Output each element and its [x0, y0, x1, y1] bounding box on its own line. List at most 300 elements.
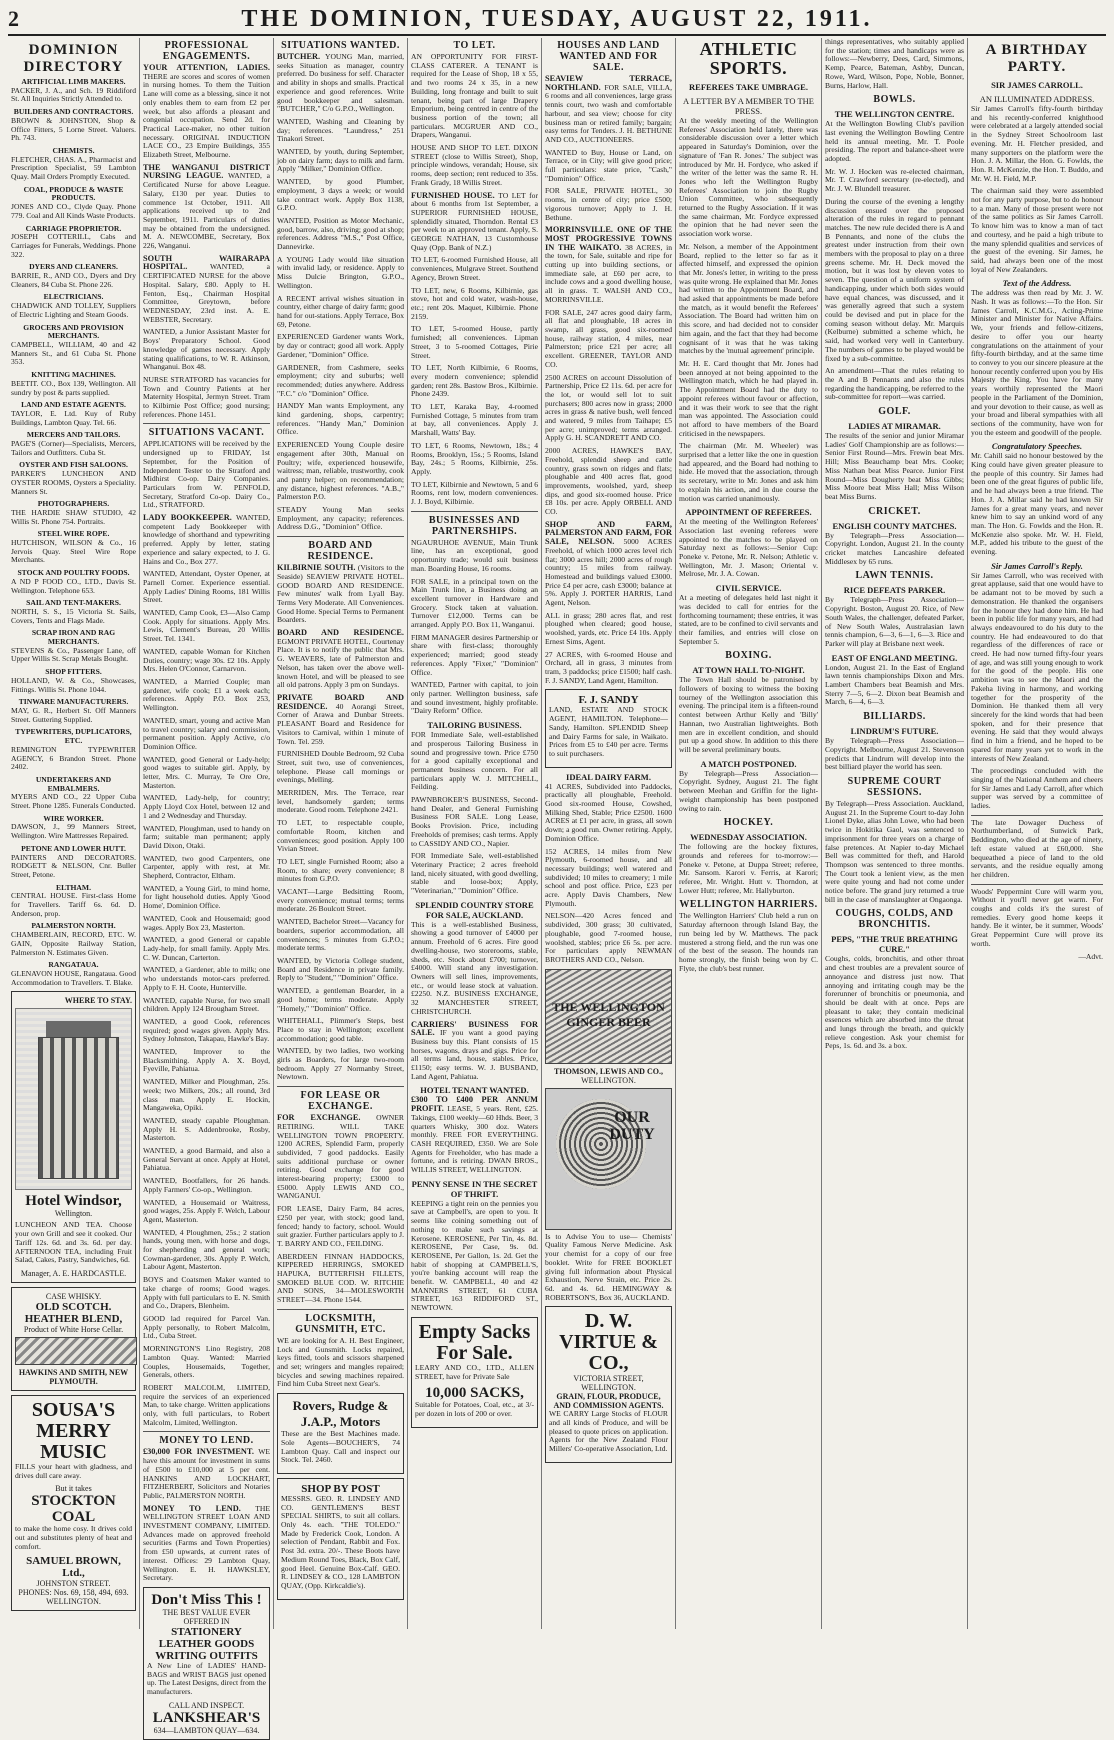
item-text: ROBERT MALCOLM, LIMITED, require the services of an experienced Man, to take charge. Written applications only, with full particulars, to Robert Malcolm, Limited, Wellington.	[143, 1382, 270, 1427]
item-caption: SHOP AND FARM, PALMERSTON AND FARM, FOR SALE, NELSON.	[545, 519, 672, 547]
classified-item	[411, 144, 538, 188]
item-text: REMINGTON TYPEWRITER AGENCY, 6 Brandon Street. Phone 2402.	[11, 744, 136, 772]
tennis-heading: LAWN TENNIS.	[855, 570, 934, 582]
dairy-text: 41 ACRES, Subdivided into Paddocks, practically all ploughable, Freehold. Good six-roomed House, Cowshed, Milking Shed, Stable; Price £2500. 1600 ACRES at £1 per acre, in grass, all sown down; a good run. Owner retiring. Apply, Dominion Office.	[545, 781, 672, 843]
tailoring-heading: TAILORING BUSINESS.	[427, 720, 522, 731]
classified-item	[411, 442, 538, 477]
classified-item	[277, 987, 404, 1013]
harriers-heading: WELLINGTON HARRIERS.	[679, 899, 818, 911]
classified-item	[411, 681, 538, 716]
item-text: WANTED, good General or Lady-help; good wages to suitable girl. Apply, by letter, Mrs. C. Murray, Te Ore Ore, Masterton.	[143, 754, 270, 790]
item-caption: MERCERS AND TAILORS.	[26, 430, 121, 440]
birthday-p6: The proceedings concluded with the singing of the National Anthem and cheers for Sir James and Lady Carroll, after which supper was served by a committee of ladies.	[971, 766, 1104, 811]
classified-item	[545, 912, 672, 964]
speeches-heading: Congratulatory Speeches.	[991, 441, 1083, 452]
lankshear-ad	[143, 1587, 270, 1740]
column-8	[967, 38, 1106, 1629]
item-text: WANTED, a Young Girl, to mind home, for light household duties. Apply 'Good Home', Dominion Office.	[143, 883, 270, 911]
item-text: WANTED, Lady-help, for country; Apply Lloyd Cox Hotel, between 12 and 1 and 2 Wednesday and Thursday.	[143, 793, 270, 820]
music-but: But it takes	[55, 1484, 92, 1494]
item-text: WANTED, a good Cook, references required; good wages given. Apply Mrs. Sydney Johnston, Takapau, Hawke's Bay.	[143, 1016, 270, 1044]
item-text: WANTED, Cook and Housemaid; good wages. Apply Box 23, Masterton.	[143, 913, 270, 932]
classified-item	[545, 848, 672, 909]
classified-item	[143, 514, 270, 566]
classified-item	[277, 441, 404, 502]
item-text: WANTED, a good General or capable Lady-help, for small family. Apply Mrs. C. W. Duncan, Carterton.	[143, 935, 270, 962]
letter-sub: A LETTER BY A MEMBER TO THE PRESS.	[683, 96, 814, 116]
page-number: 2	[8, 6, 19, 31]
item-text: A RECENT arrival wishes situation in country, either charge of dairy farm; good hand for out-stations. Apply Terrace, Box 69, Petone.	[277, 293, 404, 329]
item-caption: £300 TO £400 PER ANNUM PROFIT.	[411, 1095, 538, 1114]
item-text: FOR SALE, PRIVATE HOTEL, 30 rooms, in centre of city; price £500; vigorous turnover; Apply to J. H. Bethune.	[545, 186, 672, 222]
store-list	[411, 921, 538, 1082]
to-let-list	[411, 53, 538, 507]
classified-item	[11, 371, 136, 397]
tailoring-list	[411, 731, 538, 896]
classified-item	[143, 1505, 270, 1583]
hotel-tag: WHERE TO STAY.	[64, 996, 132, 1006]
item-text: WANTED, Ploughman, used to handy on farm; suitable man permanent; apply David Dixon, Otaki.	[143, 823, 270, 850]
bowls-p2: Mr. W. J. Hocken was re-elected chairman, Mr. T. Crawford secretary (re-elected), and Mr. J. W. Blundell treasurer.	[825, 166, 964, 194]
classified-item	[11, 961, 136, 987]
boxing-heading: BOXING.	[725, 650, 772, 662]
classified-item	[143, 609, 270, 644]
post-text: MESSRS. GEO. R. LINDSEY AND CO. GENTLEMEN'S BEST SPECIAL SHIRTS, to suit all collars. Only 4s. each. "THE TOLEDO." Made by Frederick Cook, London. A selection of Pendant, Rabbit and Fox. Post 3d. extra. 20/-. These Boots have Medium Round Toes, Black, Box Calf, good Heel. Genuine Box-Calf. GEO. R. LINDSEY & CO., 128 LAMBTON QUAY, (Opp. Kirkcaldie's).	[281, 1493, 400, 1590]
postponed-heading: A MATCH POSTPONED.	[700, 758, 797, 769]
to-let-heading: TO LET.	[453, 40, 496, 51]
duty-text: Is to Advise You to use— Chemists' Quality Famous Nerve Medicine. Ask your chemist for a copy of our free booklet. Write for FREE BOOKLET giving full information about Physical Exhaustion, Nerve Strain, etc. Price 2s. 6d. and 4s. 6d. HEMINGWAY & ROBERTSON'S, Box 36, AUCKLAND.	[545, 1231, 672, 1302]
item-caption: SEAVIEW TERRACE, NORTHLAND.	[545, 74, 672, 92]
item-caption: UNDERTAKERS AND EMBALMERS.	[35, 774, 112, 793]
bowls-p3: During the course of the evening a lengthy discussion ensued over the proposed alteration of the rules in regard to pennant matches. The new rule decided there is A and B Pennants, and none of the clubs the greatest under instruction from their own members with the proposal to play on a three greens scheme. Mr. H. Deck moved the motion, but it was lost by eleven votes to seven. The question of a uniform system of handicapping, under which both sides would have equal chances, was discussed, and it was generally agreed that such a system could be devised and put in place for the coming season without delay. Mr. Marquis (Kelburne) submitted a scheme which, he said, had worked very well in Canterbury. The numbers of games to be played would be fixed by a sub-committee.	[825, 196, 964, 363]
classified-item	[411, 364, 538, 399]
classified-item	[11, 431, 136, 457]
item-caption: RANGATAUA.	[48, 960, 99, 970]
item-text: WANTED, Partner with capital, to join only partner. Wellington business, safe and sound investment, highly profitable. "Dairy Reform" Office.	[411, 680, 538, 716]
item-text: WANTED, by good Plumber, employment, 3 days a week; or would take contract work. Apply Box 1138, G.P.O.	[277, 177, 404, 213]
item-caption: KILBIRNIE SOUTH.	[277, 563, 356, 573]
item-text: THERE are scores and scores of women in nursing homes. To them the Tuition Lane will come as a blessing, since it not only enables them to earn from £2 per week, but also affords a pleasant and congenial occupation. Send 2d. for Practical Lace-maker, no other tuition necessary. ORIGINAL INDUCTION LACE CO., 23 Empire Buildings, 355 Elizabeth Street, Melbourne.	[143, 71, 270, 160]
houses-list	[545, 75, 672, 685]
address-sub: AN ILLUMINATED ADDRESS.	[979, 94, 1095, 104]
stockton-coal-ad	[11, 1395, 136, 1612]
classified-item	[143, 255, 270, 325]
situations-vacant-list	[143, 440, 270, 1427]
item-text: CHAMBERLAIN, RECORD, ETC. W. GAIN, Opposite Railway Station, Palmerston N. Estimates Given.	[11, 930, 136, 957]
item-caption: SHOP FITTERS.	[45, 667, 102, 677]
miss-t1: THE BEST VALUE EVER OFFERED IN	[162, 1607, 251, 1626]
column-3	[273, 38, 407, 1629]
classified-item	[11, 569, 136, 595]
businesses-list	[411, 539, 538, 716]
item-text: WANTED, a Gardener, able to milk; one who understands motor-cars preferred. Apply to F. H. Coote, Hunterville.	[143, 965, 270, 992]
item-text: WANTED, capable Woman for Kitchen Duties, country; wage 30s. £2 10s. Apply Mrs. Helen O'Connor, Carnarvon.	[143, 646, 270, 674]
item-text: FOR Immediate Sale, well-established Veterinary Practice; 2 acres freehold land, nicely situated, with good dwelling, stable and loose-box; Apply, "Veterinarian," "Dominion" Office.	[411, 851, 538, 896]
column-1	[8, 38, 139, 1629]
item-caption: £30,000 FOR INVESTMENT.	[143, 1447, 254, 1457]
virtue-t3: WE CARRY Large Stocks of FLOUR and all kinds of Produce, and will be pleased to quote prices on application. Agents for the New Zealand Flour Millers' Co-operative Association, Ltd.	[549, 1409, 668, 1454]
bowls-heading: BOWLS.	[873, 94, 916, 106]
classified-item	[411, 1096, 538, 1174]
sacks-text: LEARY AND CO., LTD., ALLEN STREET, have for Private Sale	[415, 1362, 534, 1381]
post-heading: SHOP BY POST	[301, 1482, 380, 1495]
classified-item	[143, 997, 270, 1014]
classified-item	[143, 855, 270, 881]
item-text: EGMONT PRIVATE HOTEL, Courtenay Place. It is to notify the public that Mrs. G. WEAVERS, late of Palmerston and Nelson, has taken over the above well-known Hotel, and will be pleased to see all old patrons. Apply 3 pm on Sundays.	[277, 636, 404, 690]
classified-item	[143, 1048, 270, 1074]
classified-item	[143, 1345, 270, 1380]
bowls-sub: THE WELLINGTON CENTRE.	[834, 109, 955, 120]
cricket-heading: CRICKET.	[868, 505, 921, 517]
classified-item	[143, 825, 270, 851]
tennis-sub2: EAST OF ENGLAND MEETING.	[831, 652, 958, 663]
item-text: WE have this amount for investment in sums of £500 to £10,000 at 5 per cent. HANKINS AND LOCKHART, FITZHERBERT, Solicitors and Notaries Public, PALMERSTON NORTH.	[143, 1447, 270, 1500]
motors-heading: Rovers, Rudge & J.A.P., Motors	[292, 1398, 389, 1430]
classified-item	[277, 819, 404, 854]
classified-item	[277, 217, 404, 252]
item-text: 2500 ACRES on account Dissolution of Partnership, Price £2 11s. 6d. per acre for the lot, or would sell lot to suit purchasers; 800 acres now in grass; 2000 acres in grass & native bush, well fenced and watered, 9 miles from Taihape; £5 per acre; unimproved; terms arranged. Apply G. H. SCANDRETT AND CO.	[545, 372, 672, 443]
item-caption: FURNISHED HOUSE.	[411, 190, 495, 200]
classified-item	[143, 1448, 270, 1500]
classified-item	[545, 612, 672, 647]
lease-list	[277, 1114, 404, 1305]
store-heading: SPLENDID COUNTRY STORE FOR SALE, AUCKLAND.	[415, 899, 534, 920]
item-text: WANTED, two good Carpenters, one Carpenter, apply with rest, at Mr. Shepherd, Contractor, Eltham.	[143, 853, 270, 881]
item-text: APPLICATIONS will be received by the undersigned up to FRIDAY, 1st September, for the Position of Independent Tester to the Stratford and Midhirst Co-op. Dairy Companies. Particulars from W. PENFOLD, Secretary, Stratford Co-op. Dairy Co., Ltd., STRATFORD.	[143, 439, 270, 510]
item-text: PAGE'S (Corner)—Specialists, Mercers, Tailors and Outfitters. Cuba St.	[11, 439, 136, 457]
classified-item	[277, 364, 404, 399]
item-text: PAINTERS AND DECORATORS. RODGETT & NELSON, Cnr. Buller Street, Petone.	[11, 852, 136, 879]
item-text: A ND P FOOD CO., LTD., Davis St. Wellington. Telephone 653.	[11, 576, 136, 595]
item-text: FOR LEASE, Dairy Farm, 84 acres, £250 per year, with stock; good land, fenced; handy to factory, school. Would suit grazier. Further particulars apply to J. T. BARRY AND CO., FEILDING.	[277, 1204, 404, 1248]
classified-item	[545, 309, 672, 370]
sacks-number: 10,000 SACKS,	[425, 1385, 524, 1402]
classified-item	[143, 376, 270, 420]
item-caption: CARRIERS' BUSINESS FOR SALE.	[411, 1019, 538, 1038]
court-text: By Telegraph—Press Association. Auckland, August 21. In the Supreme Court to-day John Lionel Dyke, alias John Lowe, who had been twice in Hokitika Gaol, was sentenced to imprisonment for three years on a charge of false pretences. At Napier to-day Michael Bell was committed for theft, and Harold Thompson was sentenced to three months. The Court took a lenient view, as the men were quite young and had not come under notice before. The grand jury returned a true bill in the case of manslaughter at Ongaonga.	[825, 799, 964, 904]
item-text: FIRM MANAGER desires Partnership or share with first-class; thoroughly experienced; married; good steady references. Apply "Fixer," "Dominion" Office.	[411, 632, 538, 677]
item-text: WHITEHALL, Plimmer's Steps, best Place to stay in Wellington; excellent accommodation; good table.	[277, 1016, 404, 1043]
hotel-town: Wellington.	[54, 1209, 93, 1219]
classified-item	[11, 530, 136, 565]
classified-item	[143, 794, 270, 820]
money-list	[143, 1448, 270, 1583]
classified-item	[411, 1200, 538, 1313]
classified-item	[11, 147, 136, 182]
classified-item	[11, 728, 136, 772]
item-text: TO LET, Kilbirnie and Newtown, 5 and 6 Rooms, rent low, modern conveniences. J. J. Boyd, Kilbirnie.	[411, 479, 538, 507]
sandy-text: LAND, ESTATE AND STOCK AGENT, HAMILTON. Telephone—Sandy, Hamilton. SPLENDID Sheep and Dairy Farms for sale, in Waikato. Prices from £5 to £40 per acre. Terms to suit purchasers.	[549, 705, 668, 758]
athletic-p3: Mr. H. E. Card thought that Mr. Jones had been annoyed at not being appointed to the Wellington match, which he had played in. The Appointment Board had the duty to appoint referees without favour or affection, and it was their work to see that the right man was appointed. The Association could not afford to have members of the Board criticised in the newspapers.	[679, 358, 818, 438]
column-7	[821, 38, 967, 1629]
cricket-sub: ENGLISH COUNTY MATCHES.	[832, 520, 957, 531]
classified-item	[143, 164, 270, 251]
miss-addr: 634—LAMBTON QUAY—634.	[153, 1725, 260, 1735]
birthday-p3: The address was then read by Mr. J. W. Nash. It was as follows:—To the Hon. Sir James Carroll, K.C.M.G., Acting-Prime Minister and Minister for Native Affairs. We, your friends and fellow-citizens, desire to offer you our hearty congratulations on the attainment of your fifty-fourth birthday, and at the same time to convey to you our sincere pleasure at the honour recently conferred upon you by His Majesty the King. You have for many years worthily represented the Maori people in the Parliament of the Dominion, and your devotion to their cause, as well as your broad and liberal sympathies with all sections of the community, have won for you the esteem and goodwill of the people.	[971, 288, 1104, 437]
carroll-sub: SIR JAMES CARROLL.	[991, 80, 1083, 90]
item-text: AN OPPORTUNITY FOR FIRST-CLASS CATERER. A TENANT is required for the Lease of Shop, 18 x 55, and two rooms 24 x 35, in a new Building, long frontage and built to suit tenant, being part of large Drapery Emporium, being centred in centre of the business portion of the town; all particulars. MCGRUER AND CO., Drapers, Wanganui.	[411, 52, 538, 140]
classified-item	[545, 226, 672, 304]
boxing-text: The Town Hall should be patronised by followers of boxing to witness the boxing tourney of the Wellington association this evening. The principal item is a fifteen-round contest between Arthur Kelly and 'Billy' Hannan, two Australian lightweights. Both men are in excellent condition, and should put up a good show. In addition to this there will be several preliminary bouts.	[679, 675, 818, 754]
item-text: ALL in grass; 280 acres flat, and rest ploughed when cleared; good house, woolshed, yards, etc. Price £4 10s. Apply Ernest Sims, Agent.	[545, 610, 672, 646]
tennis-text2: London, August 21. In the East of England lawn tennis championships Dixon and Mrs. Lambert Chambers beat Beamish and Mrs. Sterry 7—5, 6—2. Dixon beat Beamish and March, 6—4, 6—3.	[825, 662, 964, 707]
item-text: WANTED, a good Barmaid, and also a General Servant at once. Apply at Hotel, Pahiatua.	[143, 1146, 270, 1173]
classified-item	[411, 325, 538, 360]
item-text: YOUNG Man, married, seeks Situation as manager, country preferred. Do business for self. Character and ability in shops and smalls. Practical experience and good references. Write good bookkeeper and salesman. "BUTCHER," C/o G.P.O., Wellington.	[277, 52, 404, 114]
classified-item	[143, 1147, 270, 1173]
tennis-sub: RICE DEFEATS PARKER.	[843, 585, 946, 596]
classified-item	[411, 287, 538, 322]
classified-item	[411, 731, 538, 792]
classified-item	[277, 295, 404, 330]
item-caption: CARRIAGE PROPRIETOR.	[25, 223, 122, 233]
classified-item	[277, 564, 404, 625]
classified-item	[143, 328, 270, 372]
item-text: KEEPING a tight rein on the pennies you save at Campbell's, are open to you. It seems like coining something out of nothing to make such savings at Kerosene. KEROSENE, Per Tin, 4s. 8d. KEROSENE, Per Case, 9s. 0d. KEROSENE, Per Gallon, 1s. 2d. Get the habit of shopping at CAMPBELL'S, you're banking account will reap the benefit. W. CAMPBELL, 40 and 42 MANNERS STREET, 61 CUBA STREET, 163 RIDDIFORD ST., NEWTOWN.	[411, 1198, 538, 1313]
classified-item	[411, 256, 538, 282]
item-text: BOYS and Coatsmen Maker wanted to take charge of rooms; Good wages. Apply with full particulars to E. N. Smith and Co., Drapers, Blenheim.	[143, 1275, 270, 1311]
item-text: TO LET, Karaka Bay, 4-roomed Furnished Cottage, 5 minutes from tram at bay, all conveniences. Apply J. Marshall, Watts' Bay.	[411, 402, 538, 438]
classified-item	[143, 885, 270, 911]
item-text: TO LET, 6-roomed Furnished House, all conveniences, Mulgrave Street. Southend Agency, Brown Street.	[411, 255, 538, 282]
item-text: BARRIE, R., AND CO., Dyers and Dry Cleaners, 84 Cuba St. Phone 226.	[11, 271, 136, 289]
column-2	[139, 38, 273, 1735]
item-text: MAY, G. R., Herbert St. Off Manners Street. Guttering Supplied.	[11, 706, 136, 724]
hotel-tenant-heading: HOTEL TENANT WANTED.	[420, 1085, 529, 1096]
directory-heading: DOMINION DIRECTORY	[23, 42, 124, 75]
birthday-p1: Sir James Carroll's fifty-fourth birthday and his recently-conferred knighthood were celebrated at a largely attended social in the Sydney Street Schoolroom last evening. Mr. H. Fletcher presided, and many supporters on the platform were the Hon. J. A. Millar, the Hon. G. Fowlds, the Hon. R. McKenzie, the Hon. T. Buddo, and Mr. W. H. Field, M.P.	[971, 104, 1103, 183]
directory-list	[11, 78, 136, 987]
item-text: 27 ACRES, with 6-roomed House and Orchard, all in grass, 3 minutes from tram, 3 paddocks; price £1500; half cash. F. J. SANDY, Land Agent, Hamilton.	[545, 649, 672, 685]
appointment-heading: APPOINTMENT OF REFEREES.	[685, 507, 812, 518]
item-caption: PRIVATE BOARD AND RESIDENCE.	[277, 693, 404, 711]
item-text: NGAURUHOE AVENUE, Main Trunk line, has an exceptional, good opportunity trade; would suit business man. Boarding House, 16 rooms.	[411, 537, 538, 573]
hotel-details: LUNCHEON AND TEA. Choose your own Grill and see it cooked. Our Tariff 12s. 6d. and 3s. 6d. per day. AFTERNOON TEA, including Fruit Salad, Cakes, Pastry, Sandwiches, 6d.	[15, 1220, 132, 1265]
classified-item	[11, 776, 136, 811]
thrift-heading: PENNY SENSE IN THE SECRET OF THRIFT.	[411, 1178, 538, 1199]
classified-item	[545, 447, 672, 517]
classified-item	[545, 651, 672, 686]
item-text: WANTED, a Certificated Nurse for above League. Salary, £130 per year. Duties to commence 1st October, 1911. All applications received up to 2nd September, 1911. Particulars of duties may be obtained from the undersigned. M. A. NEWCOMBE, Secretary, Box 226, Wanganui.	[143, 171, 271, 251]
whisky-ad	[11, 1287, 136, 1391]
sacks-heading: Empty Sacks For Sale.	[418, 1320, 531, 1364]
item-text: 152 ACRES, 14 miles from New Plymouth, 6-roomed house, and all necessary buildings; well watered and subdivided; 10 miles to creamery; 1 mile school and post office. Price, £23 per acre. Apply Davis Chambers, New Plymouth.	[545, 846, 672, 908]
classified-item	[277, 1017, 404, 1043]
classified-item	[11, 698, 136, 724]
civil-heading: CIVIL SERVICE.	[715, 583, 782, 594]
coughs-text: Coughs, colds, bronchitis, and other throat and chest troubles are a prevalent source of annoyance and distress just now. That annoying and irritating cough may be the forerunner of bronchitis or pneumonia, and should be dealt with at once. Peps are pleasant to take; they contain medicinal essences which are absorbed into the throat and lungs through the breath, and quickly relieve congestion. Ask your chemist for Peps, 1s. 6d. and 3s. a box.	[825, 954, 964, 1051]
businesses-heading: BUSINESSES AND PARTNERSHIPS.	[428, 514, 521, 537]
classified-item	[277, 53, 404, 114]
item-caption: CHEMISTS.	[52, 145, 95, 155]
motors-ad	[277, 1393, 404, 1474]
item-text: HOUSE AND SHOP TO LET. DIXON STREET (close to Willis Street), Shop, principle windows, verandah; House, six rooms, deep section; rent reduced to 35s. Frank Grady, 18 Willis Street.	[411, 143, 538, 187]
item-text: WANTED, by youth, during September, job on dairy farm; days to milk and farm. Apply "Milker," Dominion Office.	[277, 147, 404, 174]
motors-text: These are the Best Machines made. Sole Agents—BOUCHER'S, 74 Lambton Quay. Call and inspect our Stock. Tel. 2460.	[281, 1429, 400, 1465]
classified-item	[143, 1384, 270, 1428]
classified-item	[11, 500, 136, 526]
classified-item	[11, 461, 136, 496]
column-5	[541, 38, 675, 1629]
item-text: WANTED, a gentleman Boarder, in a good home; terms moderate. Apply "Homely," "Dominion" Office.	[277, 986, 404, 1013]
item-text: TO LET, single Furnished Room; also a Room, to share; every convenience; 8 minutes from G.P.O.	[277, 856, 404, 884]
sandy-heading: F. J. SANDY	[578, 694, 639, 707]
classified-item	[143, 1229, 270, 1273]
birthday-p2: The chairman said they were assembled not for any party purpose, but to do honour to a man. Many of those present were not of the same politics as Sir James Carroll. To know him was to know a man of tact and courtesy, and he paid a high tribute to the many splendid qualities and services of the guest of the evening. Sir James, he said, had always been one of the most loyal of New Zealanders.	[971, 186, 1103, 274]
item-caption: YOUR ATTENTION, LADIES.	[143, 63, 270, 72]
classified-item	[11, 186, 136, 221]
item-caption: PHOTOGRAPHERS.	[37, 499, 110, 509]
classified-item	[11, 668, 136, 694]
masthead	[8, 4, 1106, 36]
item-text: HUTCHISON, WILSON & Co., 16 Jervois Quay. Steel Wire Rope Merchants.	[11, 538, 136, 565]
item-text: PARKER'S LUNCHEON AND OYSTER ROOMS, Oysters a Speciality. Manners St.	[11, 469, 136, 496]
item-text: WANTED, Bachelor Street—Vacancy for boarders, superior accommodation, all conveniences; 5 minutes from G.P.O.; moderate terms.	[277, 917, 404, 953]
item-caption: KNITTING MACHINES.	[31, 370, 116, 380]
item-caption: PALMERSTON NORTH.	[31, 921, 116, 931]
classified-item	[545, 149, 672, 184]
coal-text: to make the home cosy. It drives cold out and substitutes plenty of heat and comfort.	[15, 1524, 132, 1551]
billiards-sub: LINDRUM'S FUTURE.	[850, 726, 939, 737]
item-text: WANTED, Washing and Cleaning by day; references. "Laundress," 251 Tinakori Street.	[277, 116, 404, 144]
item-text: MERRIDEN, Mrs. The Terrace, rear level, handsomely garden; terms moderate. Good room. Telephone 2421.	[277, 788, 404, 815]
item-caption: FOR EXCHANGE.	[277, 1113, 361, 1123]
item-text: GARDENER, from Cashmere, seeks employment; city and suburbs; well recommended; duties anywhere. Address "F.C." c/o "Dominion" Office.	[277, 362, 404, 398]
ginger-firm: THOMSON, LEWIS AND CO.,	[554, 1066, 663, 1076]
miss-heading: Don't Miss This !	[151, 1591, 262, 1608]
item-caption: SAIL AND TENT-MAKERS.	[26, 598, 121, 608]
birthday-p8: Woods' Peppermint Cure will warm you, Without it you'll never get warm. For coughs and colds it's the surest of remedies. Every good home keeps it handy. Be it winter, be it summer, Woods' Great Peppermint Cure will prove its worth.	[971, 886, 1103, 948]
birthday-heading: A BIRTHDAY PARTY.	[985, 42, 1089, 75]
classified-item	[411, 192, 538, 253]
advt-mark: —Advt.	[1078, 951, 1103, 961]
item-text: NURSE STRATFORD has vacancies for Town and Country Patients at her Maternity Hospital, Jermyn Street. Tram to Kilbirnie Post Office; good nursing; references. Phone 1451.	[143, 374, 270, 419]
classified-item	[411, 921, 538, 1017]
item-caption: SCRAP IRON AND RAG MERCHANTS.	[31, 628, 116, 647]
hotel-building-image	[15, 1008, 132, 1190]
item-text: 2000 ACRES, HAWKE'S BAY, Freehold, splendid sheep and cattle country, grass sown on ridges and flats; ploughable and 400 acres flat, good improvements, woolshed, yard, sheep dips, and good six-roomed house. Price £8 10s. per acre. Apply ORBELL AND CO.	[545, 446, 672, 517]
item-text: This is a well-established Business, showing a good turnover of £4000 per annum. Freehold of 6 acres. Fire good dwelling-house, two storerooms, stable, sheds, etc. Stock about £700; turnover, £4000. Will stand any investigation. Owners will sell lines, improvements, etc., or would lease stock at valuation. £2250. N.Z. BUSINESS EXCHANGE, 32 MANCHESTER STREET, CHRISTCHURCH.	[411, 919, 538, 1016]
classified-item	[143, 1315, 270, 1341]
item-caption: MONEY TO LEND.	[143, 1503, 241, 1513]
item-text: THE WELLINGTON STREET LOAN AND INVESTMENT COMPANY, LIMITED. Advances made on approved freehold securities (Farms and Town Properties) from £50 upwards, at current rates of interest. Offices: 29 Lambton Quay, Wellington. E. H. HAWKSLEY, Secretary.	[143, 1503, 270, 1583]
classified-item	[143, 756, 270, 791]
appointment-text: At the meeting of the Wellington Referees' Association last evening referees were appointed to the matches to be played on Saturday next as follows:—Senior Cup: Poneke v. Petone, Mr. R. Nelson; Athletic v. Wellington, Mr. J. Mason; Oriental v. Melrose, Mr. J. A. Cowan.	[679, 517, 818, 579]
classified-item	[277, 1047, 404, 1082]
classified-item	[143, 936, 270, 962]
item-text: FOR SALE, 247 acres good dairy farm, all flat and ploughable, 18 acres in swamp, all grass, good six-roomed house, railway station, 4 miles, near Palmerston; price £21 per acre; all excellent. GREENER, TAYLOR AND CO.	[545, 307, 672, 369]
classified-item	[411, 481, 538, 507]
classified-item	[11, 884, 136, 919]
ginger-beer-ad-image	[545, 969, 672, 1064]
hotel-name: Hotel Windsor,	[25, 1193, 122, 1210]
classified-item	[277, 118, 404, 144]
item-text: BEETIT. CO., Box 139, Wellington. All sundry by post & parts supplied.	[11, 378, 136, 397]
item-text: MYERS AND CO., 22 Upper Cuba Street. Phone 1285. Funerals Conducted.	[11, 792, 136, 811]
classified-item	[411, 1021, 538, 1082]
item-text: WANTED, Camp Cook, £3—Also Camp Cook. Apply for situations. Apply Mrs. Lewis, Clement's Bureau, 20 Willis Street. Tel. 1341.	[143, 608, 270, 644]
whisky-bottle-image	[15, 1337, 137, 1365]
classified-item	[411, 53, 538, 140]
whisky-l5: HAWKINS AND SMITH, NEW PLYMOUTH.	[18, 1367, 129, 1386]
harriers-text: The Wellington Harriers' Club held a run on Saturday afternoon through Island Bay, the run being led by W. Matthews. The pack mustered a strong field, and the run was one of the best of the season. The hounds ran home strongly, the finish being won by C. Flyte, the club's best runner.	[679, 911, 818, 973]
thrift-list	[411, 1200, 538, 1313]
item-text: ABERDEEN FINNAN HADDOCKS, KIPPERED HERRINGS, SMOKED HAPUKA, BUTTERFISH FILLETS, SMOKED BLUE COD. W. RITCHIE AND SONS, 34—MOLESWORTH STREET—34. Phone 1544.	[277, 1251, 404, 1305]
coal-addr: JOHNSTON STREET.	[36, 1579, 111, 1589]
item-text: TO LET, 5-roomed House, partly furnished; all conveniences. Lipman Street, 3 to 5-roomed Cottages, Pirie Street.	[411, 324, 538, 360]
athletic-p4: The chairman (Mr. M. Wheeler) was surprised that a letter like the one in question had appeared, and the Board had nothing to hide. He moved that the association, through its secretary, write to Mr. Jones and ask him to explain his action, and in due course the motion was carried unanimously.	[679, 441, 818, 503]
music-text: FILLS your heart with gladness, and drives dull care away.	[15, 1461, 132, 1480]
our-duty-ad-image	[545, 1088, 672, 1230]
item-text: WANTED, a Housemaid or Waitress, good wages, 25s. Apply F. Welch, Labour Agent, Masterton.	[143, 1197, 270, 1224]
golf-sub: LADIES AT MIRAMAR.	[848, 421, 941, 432]
classified-item	[143, 440, 270, 510]
classified-item	[545, 374, 672, 444]
sacks-text2: Suitable for Potatoes, Coal, etc., at 3/- per dozen in lots of 200 or over.	[415, 1400, 534, 1418]
classified-item	[277, 694, 404, 746]
lock-heading: LOCKSMITH, GUNSMITH, ETC.	[295, 1312, 386, 1335]
golf-heading: GOLF.	[878, 406, 911, 418]
item-text: WANTED, steady capable Ploughman. Apply H. S. Addenbrooke, Rosby, Masterton.	[143, 1115, 270, 1143]
houses-more-list	[545, 848, 672, 965]
column-6	[675, 38, 821, 1629]
item-text: WANTED, 4 Ploughmen, 25s.; 2 station hands, young men, with horse and dogs, for shepherding and general work; Cowman-gardener, 30s. Apply P. Welch, Labour Agent, Masterton.	[143, 1227, 270, 1272]
item-caption: STOCK AND POULTRY FOODS.	[17, 568, 130, 578]
item-text: HOLLAND, W. & Co., Showcases, Fittings. Willis St. Phone 1044.	[11, 675, 136, 694]
classified-item	[11, 401, 136, 427]
item-caption: SOUTH WAIRARAPA HOSPITAL.	[143, 253, 270, 272]
coal-firm: SAMUEL BROWN, Ltd.,	[26, 1555, 121, 1580]
hotel-windsor-ad	[11, 991, 136, 1283]
item-text: TO LET, 6 Rooms, Newtown, 18s.; 4 Rooms, Brooklyn, 15s.; 5 Rooms, Island Bay, 24s.; 5 Rooms, Kilbirnie, 25s. Apply.	[411, 440, 538, 476]
item-text: IF you want a good paying Business buy this. Plant consists of 15 horses, wagons, drays and gigs. Price for all terms land, house, stables. Price, £1150; easy terms. W. J. BUSBAND, Land Agent, Pahiatua.	[411, 1028, 538, 1081]
item-text: DAWSON, J., 99 Manners Street, Wellington. Wire Mattresses Repaired.	[11, 822, 136, 841]
item-text: TO LET, to respectable couple, comfortable Room, kitchen and conveniences; good position. Apply 100 Vivian Street.	[277, 818, 404, 854]
classified-item	[277, 629, 404, 690]
item-text: NORTH, S. S., 15 Victoria St. Sails, Covers, Tents and Flags Made.	[11, 606, 136, 625]
item-text: WANTED, a Married Couple; man gardener, wife cook; £1 a week each; references. Apply P.O. Box 253, Wellington.	[143, 677, 270, 713]
hotel-tenant-list	[411, 1096, 538, 1174]
classified-item	[411, 634, 538, 678]
classified-item	[277, 402, 404, 437]
classified-item	[11, 599, 136, 625]
item-caption: MORRINSVILLE. ONE OF THE MOST PROGRESSIVE TOWNS IN THE WAIKATO.	[545, 225, 672, 252]
ginger-city: WELLINGTON.	[581, 1075, 636, 1085]
item-text: GLENAVON HOUSE, Rangataua. Good Accommodation to Travellers. T. Blake.	[11, 968, 136, 987]
item-caption: LADY BOOKKEEPER.	[143, 513, 232, 523]
classified-item	[277, 789, 404, 815]
item-text: CENTRAL HOUSE. First-class Home for Travellers. Tariff 6s. 6d. D. Anderson, prop.	[11, 891, 136, 918]
virtue-ad	[545, 1306, 672, 1463]
cricket-text: By Telegraph—Press Association—Copyright. London, August 21. In the county cricket matches Lancashire defeated Middlesex by 65 runs.	[825, 530, 964, 566]
item-text: FOR SALE, in a principal town on the Main Trunk line, a Business doing an excellent turnover in Hardware and Grocery. Stock taken at valuation. Turnover £12,000. Terms can be arranged. Apply P.O. Box 11, Wanganui.	[411, 576, 538, 630]
item-text: STEADY Young Man seeks Employment, any capacity; references. Address D.G., "Dominion" Office.	[277, 505, 404, 532]
coughs-heading: COUGHS, COLDS, AND BRONCHITIS.	[835, 908, 954, 931]
item-caption: DYERS AND CLEANERS.	[29, 262, 118, 272]
classified-item	[143, 1117, 270, 1143]
classified-item	[143, 966, 270, 992]
classified-item	[277, 178, 404, 213]
classified-item	[143, 1199, 270, 1225]
money-heading: MONEY TO LEND.	[159, 1435, 254, 1447]
item-text: A YOUNG Lady would like situation with invalid lady, or residence. Apply to Miss Dulcie Brington, G.P.O., Wellington.	[277, 254, 404, 290]
tennis-text: By Telegraph—Press Association—Copyright. Boston, August 20. Rice, of New South Wales, the challenger, defeated Parker, of New South Wales, Australasian lawn tennis champion, 6—3, 6—1, 6—3. Rice and Parker will play at Brisbane next week.	[825, 595, 964, 648]
item-caption: TYPEWRITERS, DUPLICATORS, ETC.	[15, 727, 132, 746]
classified-item	[277, 918, 404, 953]
item-text: WANTED, Attendant, Oyster Opener, at Parnell Corner. Experience essential. Apply Ladies' Dining Rooms, 181 Willis Street.	[143, 569, 270, 605]
item-caption: ARTIFICIAL LIMB MAKERS.	[21, 77, 126, 86]
item-text: FLETCHER, CHAS. A., Pharmacist and Prescription Specialist, 59 Lambton Quay. Mail Orders Promptly Executed.	[11, 154, 136, 182]
